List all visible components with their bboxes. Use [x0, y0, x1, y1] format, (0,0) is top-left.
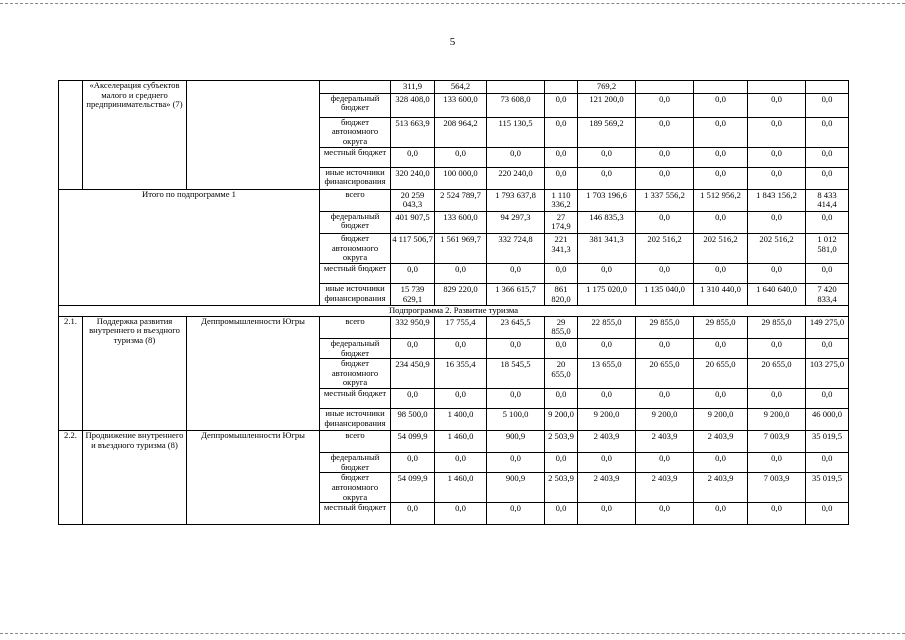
funding-source: всего	[320, 189, 391, 211]
amount-cell: 0,0	[578, 389, 636, 409]
amount-cell: 9 200,0	[636, 409, 694, 431]
amount-cell: 900,9	[487, 431, 545, 453]
amount-cell: 0,0	[806, 503, 849, 525]
amount-cell: 0,0	[806, 453, 849, 473]
amount-cell: 98 500,0	[391, 409, 435, 431]
subprogram-title: Подпрограмма 2. Развитие туризма	[59, 306, 849, 317]
amount-cell: 0,0	[435, 453, 487, 473]
amount-cell: 0,0	[806, 263, 849, 283]
amount-cell: 2 403,9	[636, 473, 694, 503]
amount-cell: 1 310 440,0	[694, 283, 748, 305]
amount-cell: 381 341,3	[578, 233, 636, 263]
funding-source: бюджет автономного округа	[320, 117, 391, 147]
funding-source: бюджет автономного округа	[320, 233, 391, 263]
amount-cell: 20 655,0	[748, 359, 806, 389]
amount-cell: 146 835,3	[578, 211, 636, 233]
funding-source: бюджет автономного округа	[320, 359, 391, 389]
amount-cell: 115 130,5	[487, 117, 545, 147]
amount-cell: 320 240,0	[391, 167, 435, 189]
funding-source: федеральный бюджет	[320, 453, 391, 473]
amount-cell: 2 403,9	[694, 431, 748, 453]
amount-cell: 54 099,9	[391, 431, 435, 453]
amount-cell: 29 855,0	[694, 316, 748, 338]
funding-source: иные источники финансирования	[320, 167, 391, 189]
amount-cell: 4 117 506,7	[391, 233, 435, 263]
amount-cell: 2 503,9	[545, 431, 578, 453]
amount-cell: 20 655,0	[636, 359, 694, 389]
table-row	[59, 431, 849, 453]
program-name: «Акселерация субъектов малого и среднего предпринимательства» (7)	[83, 81, 187, 190]
amount-cell: 0,0	[806, 167, 849, 189]
amount-cell: 202 516,2	[694, 233, 748, 263]
amount-cell: 0,0	[806, 117, 849, 147]
amount-cell: 7 420 833,4	[806, 283, 849, 305]
amount-cell: 103 275,0	[806, 359, 849, 389]
amount-cell: 46 000,0	[806, 409, 849, 431]
amount-cell: 0,0	[636, 503, 694, 525]
amount-cell: 0,0	[694, 338, 748, 358]
funding-source: иные источники финансирования	[320, 409, 391, 431]
funding-source: федеральный бюджет	[320, 211, 391, 233]
amount-cell: 0,0	[748, 117, 806, 147]
amount-cell: 54 099,9	[391, 473, 435, 503]
amount-cell: 0,0	[748, 211, 806, 233]
amount-cell: 564,2	[435, 81, 487, 94]
amount-cell: 29 855,0	[636, 316, 694, 338]
amount-cell: 189 569,2	[578, 117, 636, 147]
funding-source: федеральный бюджет	[320, 93, 391, 117]
amount-cell: 829 220,0	[435, 283, 487, 305]
amount-cell: 0,0	[694, 167, 748, 189]
amount-cell: 1 110 336,2	[545, 189, 578, 211]
amount-cell: 0,0	[487, 389, 545, 409]
amount-cell: 0,0	[694, 147, 748, 167]
amount-cell: 17 755,4	[435, 316, 487, 338]
amount-cell: 9 200,0	[748, 409, 806, 431]
funding-source: местный бюджет	[320, 389, 391, 409]
scan-edge-top	[0, 3, 905, 4]
amount-cell: 1 337 556,2	[636, 189, 694, 211]
program-name: Поддержка развития внутреннего и въездного туризма (8)	[83, 316, 187, 430]
amount-cell: 133 600,0	[435, 211, 487, 233]
amount-cell: 0,0	[578, 263, 636, 283]
amount-cell: 0,0	[748, 263, 806, 283]
scan-edge-bottom	[0, 633, 905, 634]
amount-cell: 861 820,0	[545, 283, 578, 305]
row-number: 2.1.	[59, 316, 83, 430]
amount-cell: 0,0	[748, 503, 806, 525]
amount-cell: 0,0	[578, 338, 636, 358]
amount-cell: 0,0	[636, 453, 694, 473]
funding-source: всего	[320, 431, 391, 453]
funding-source: федеральный бюджет	[320, 338, 391, 358]
amount-cell: 0,0	[578, 147, 636, 167]
amount-cell: 0,0	[391, 503, 435, 525]
amount-cell: 0,0	[578, 167, 636, 189]
amount-cell: 0,0	[545, 147, 578, 167]
budget-table	[58, 80, 849, 525]
amount-cell: 9 200,0	[578, 409, 636, 431]
amount-cell: 23 645,5	[487, 316, 545, 338]
amount-cell: 0,0	[435, 338, 487, 358]
amount-cell: 0,0	[636, 117, 694, 147]
amount-cell: 1 843 156,2	[748, 189, 806, 211]
table-row	[59, 189, 849, 211]
amount-cell: 221 341,3	[545, 233, 578, 263]
amount-cell: 0,0	[545, 503, 578, 525]
amount-cell: 769,2	[578, 81, 636, 94]
amount-cell: 0,0	[487, 503, 545, 525]
amount-cell: 2 403,9	[694, 473, 748, 503]
amount-cell: 1 793 637,8	[487, 189, 545, 211]
amount-cell: 9 200,0	[694, 409, 748, 431]
subprogram-header-row	[59, 306, 849, 317]
amount-cell: 2 503,9	[545, 473, 578, 503]
amount-cell: 22 855,0	[578, 316, 636, 338]
amount-cell: 7 003,9	[748, 473, 806, 503]
amount-cell: 0,0	[435, 503, 487, 525]
amount-cell: 20 259 043,3	[391, 189, 435, 211]
amount-cell: 1 012 581,0	[806, 233, 849, 263]
amount-cell: 0,0	[391, 147, 435, 167]
amount-cell: 1 460,0	[435, 473, 487, 503]
amount-cell: 0,0	[435, 389, 487, 409]
row-number: 2.2.	[59, 431, 83, 525]
amount-cell	[487, 81, 545, 94]
amount-cell: 0,0	[748, 147, 806, 167]
amount-cell: 2 403,9	[578, 431, 636, 453]
amount-cell: 1 400,0	[435, 409, 487, 431]
amount-cell: 0,0	[694, 389, 748, 409]
amount-cell: 0,0	[748, 453, 806, 473]
amount-cell: 0,0	[435, 263, 487, 283]
amount-cell	[694, 81, 748, 94]
amount-cell: 0,0	[694, 453, 748, 473]
amount-cell: 0,0	[487, 453, 545, 473]
amount-cell: 220 240,0	[487, 167, 545, 189]
amount-cell: 0,0	[391, 389, 435, 409]
amount-cell: 35 019,5	[806, 473, 849, 503]
amount-cell: 0,0	[636, 389, 694, 409]
amount-cell: 5 100,0	[487, 409, 545, 431]
amount-cell: 20 655,0	[545, 359, 578, 389]
amount-cell: 27 174,9	[545, 211, 578, 233]
amount-cell: 73 608,0	[487, 93, 545, 117]
amount-cell: 0,0	[806, 147, 849, 167]
amount-cell: 0,0	[545, 167, 578, 189]
amount-cell: 332 724,8	[487, 233, 545, 263]
amount-cell: 0,0	[694, 211, 748, 233]
amount-cell: 202 516,2	[636, 233, 694, 263]
amount-cell: 121 200,0	[578, 93, 636, 117]
funding-source: бюджет автономного округа	[320, 473, 391, 503]
amount-cell: 9 200,0	[545, 409, 578, 431]
amount-cell: 208 964,2	[435, 117, 487, 147]
amount-cell: 0,0	[545, 453, 578, 473]
amount-cell: 0,0	[636, 147, 694, 167]
amount-cell: 8 433 414,4	[806, 189, 849, 211]
funding-source: местный бюджет	[320, 263, 391, 283]
amount-cell: 513 663,9	[391, 117, 435, 147]
amount-cell: 1 175 020,0	[578, 283, 636, 305]
amount-cell: 0,0	[636, 263, 694, 283]
amount-cell: 0,0	[391, 453, 435, 473]
amount-cell: 0,0	[636, 338, 694, 358]
funding-source: местный бюджет	[320, 503, 391, 525]
funding-source	[320, 81, 391, 94]
amount-cell: 328 408,0	[391, 93, 435, 117]
amount-cell: 1 640 640,0	[748, 283, 806, 305]
table-row	[59, 316, 849, 338]
amount-cell	[748, 81, 806, 94]
amount-cell: 29 855,0	[545, 316, 578, 338]
amount-cell: 311,9	[391, 81, 435, 94]
amount-cell: 0,0	[636, 93, 694, 117]
amount-cell: 2 524 789,7	[435, 189, 487, 211]
amount-cell: 29 855,0	[748, 316, 806, 338]
amount-cell: 0,0	[391, 263, 435, 283]
amount-cell: 133 600,0	[435, 93, 487, 117]
amount-cell: 0,0	[487, 338, 545, 358]
subtotal-label: Итого по подпрограмме 1	[59, 189, 320, 306]
amount-cell: 35 019,5	[806, 431, 849, 453]
amount-cell: 1 135 040,0	[636, 283, 694, 305]
amount-cell: 7 003,9	[748, 431, 806, 453]
amount-cell: 0,0	[636, 167, 694, 189]
amount-cell: 0,0	[487, 263, 545, 283]
amount-cell: 0,0	[748, 389, 806, 409]
amount-cell: 0,0	[487, 147, 545, 167]
amount-cell: 0,0	[391, 338, 435, 358]
executor: Деппромышленности Югры	[187, 316, 320, 430]
page-number: 5	[449, 36, 456, 48]
amount-cell	[636, 81, 694, 94]
amount-cell: 332 950,9	[391, 316, 435, 338]
amount-cell: 149 275,0	[806, 316, 849, 338]
amount-cell	[806, 81, 849, 94]
program-name: Продвижение внутреннего и въездного туризма (8)	[83, 431, 187, 525]
amount-cell: 234 450,9	[391, 359, 435, 389]
amount-cell: 1 460,0	[435, 431, 487, 453]
executor	[187, 81, 320, 190]
funding-source: всего	[320, 316, 391, 338]
amount-cell	[545, 81, 578, 94]
amount-cell: 0,0	[636, 211, 694, 233]
amount-cell: 16 355,4	[435, 359, 487, 389]
row-number	[59, 81, 83, 190]
amount-cell: 0,0	[578, 453, 636, 473]
amount-cell: 0,0	[806, 389, 849, 409]
amount-cell: 0,0	[748, 93, 806, 117]
table-row	[59, 81, 849, 94]
executor: Деппромышленности Югры	[187, 431, 320, 525]
amount-cell: 13 655,0	[578, 359, 636, 389]
amount-cell: 0,0	[806, 93, 849, 117]
amount-cell: 18 545,5	[487, 359, 545, 389]
amount-cell: 20 655,0	[694, 359, 748, 389]
amount-cell: 1 512 956,2	[694, 189, 748, 211]
amount-cell: 0,0	[694, 503, 748, 525]
amount-cell: 0,0	[545, 389, 578, 409]
amount-cell: 0,0	[694, 117, 748, 147]
amount-cell: 0,0	[578, 503, 636, 525]
funding-source: иные источники финансирования	[320, 283, 391, 305]
amount-cell: 2 403,9	[636, 431, 694, 453]
funding-source: местный бюджет	[320, 147, 391, 167]
amount-cell: 1 366 615,7	[487, 283, 545, 305]
amount-cell: 401 907,5	[391, 211, 435, 233]
amount-cell: 0,0	[806, 338, 849, 358]
amount-cell: 0,0	[435, 147, 487, 167]
amount-cell: 0,0	[545, 263, 578, 283]
amount-cell: 202 516,2	[748, 233, 806, 263]
amount-cell: 15 739 629,1	[391, 283, 435, 305]
amount-cell: 900,9	[487, 473, 545, 503]
amount-cell: 0,0	[694, 263, 748, 283]
amount-cell: 2 403,9	[578, 473, 636, 503]
amount-cell: 94 297,3	[487, 211, 545, 233]
amount-cell: 0,0	[545, 338, 578, 358]
amount-cell: 0,0	[806, 211, 849, 233]
amount-cell: 0,0	[694, 93, 748, 117]
amount-cell: 0,0	[545, 117, 578, 147]
amount-cell: 100 000,0	[435, 167, 487, 189]
amount-cell: 0,0	[545, 93, 578, 117]
amount-cell: 1 703 196,6	[578, 189, 636, 211]
amount-cell: 1 561 969,7	[435, 233, 487, 263]
amount-cell: 0,0	[748, 338, 806, 358]
amount-cell: 0,0	[748, 167, 806, 189]
